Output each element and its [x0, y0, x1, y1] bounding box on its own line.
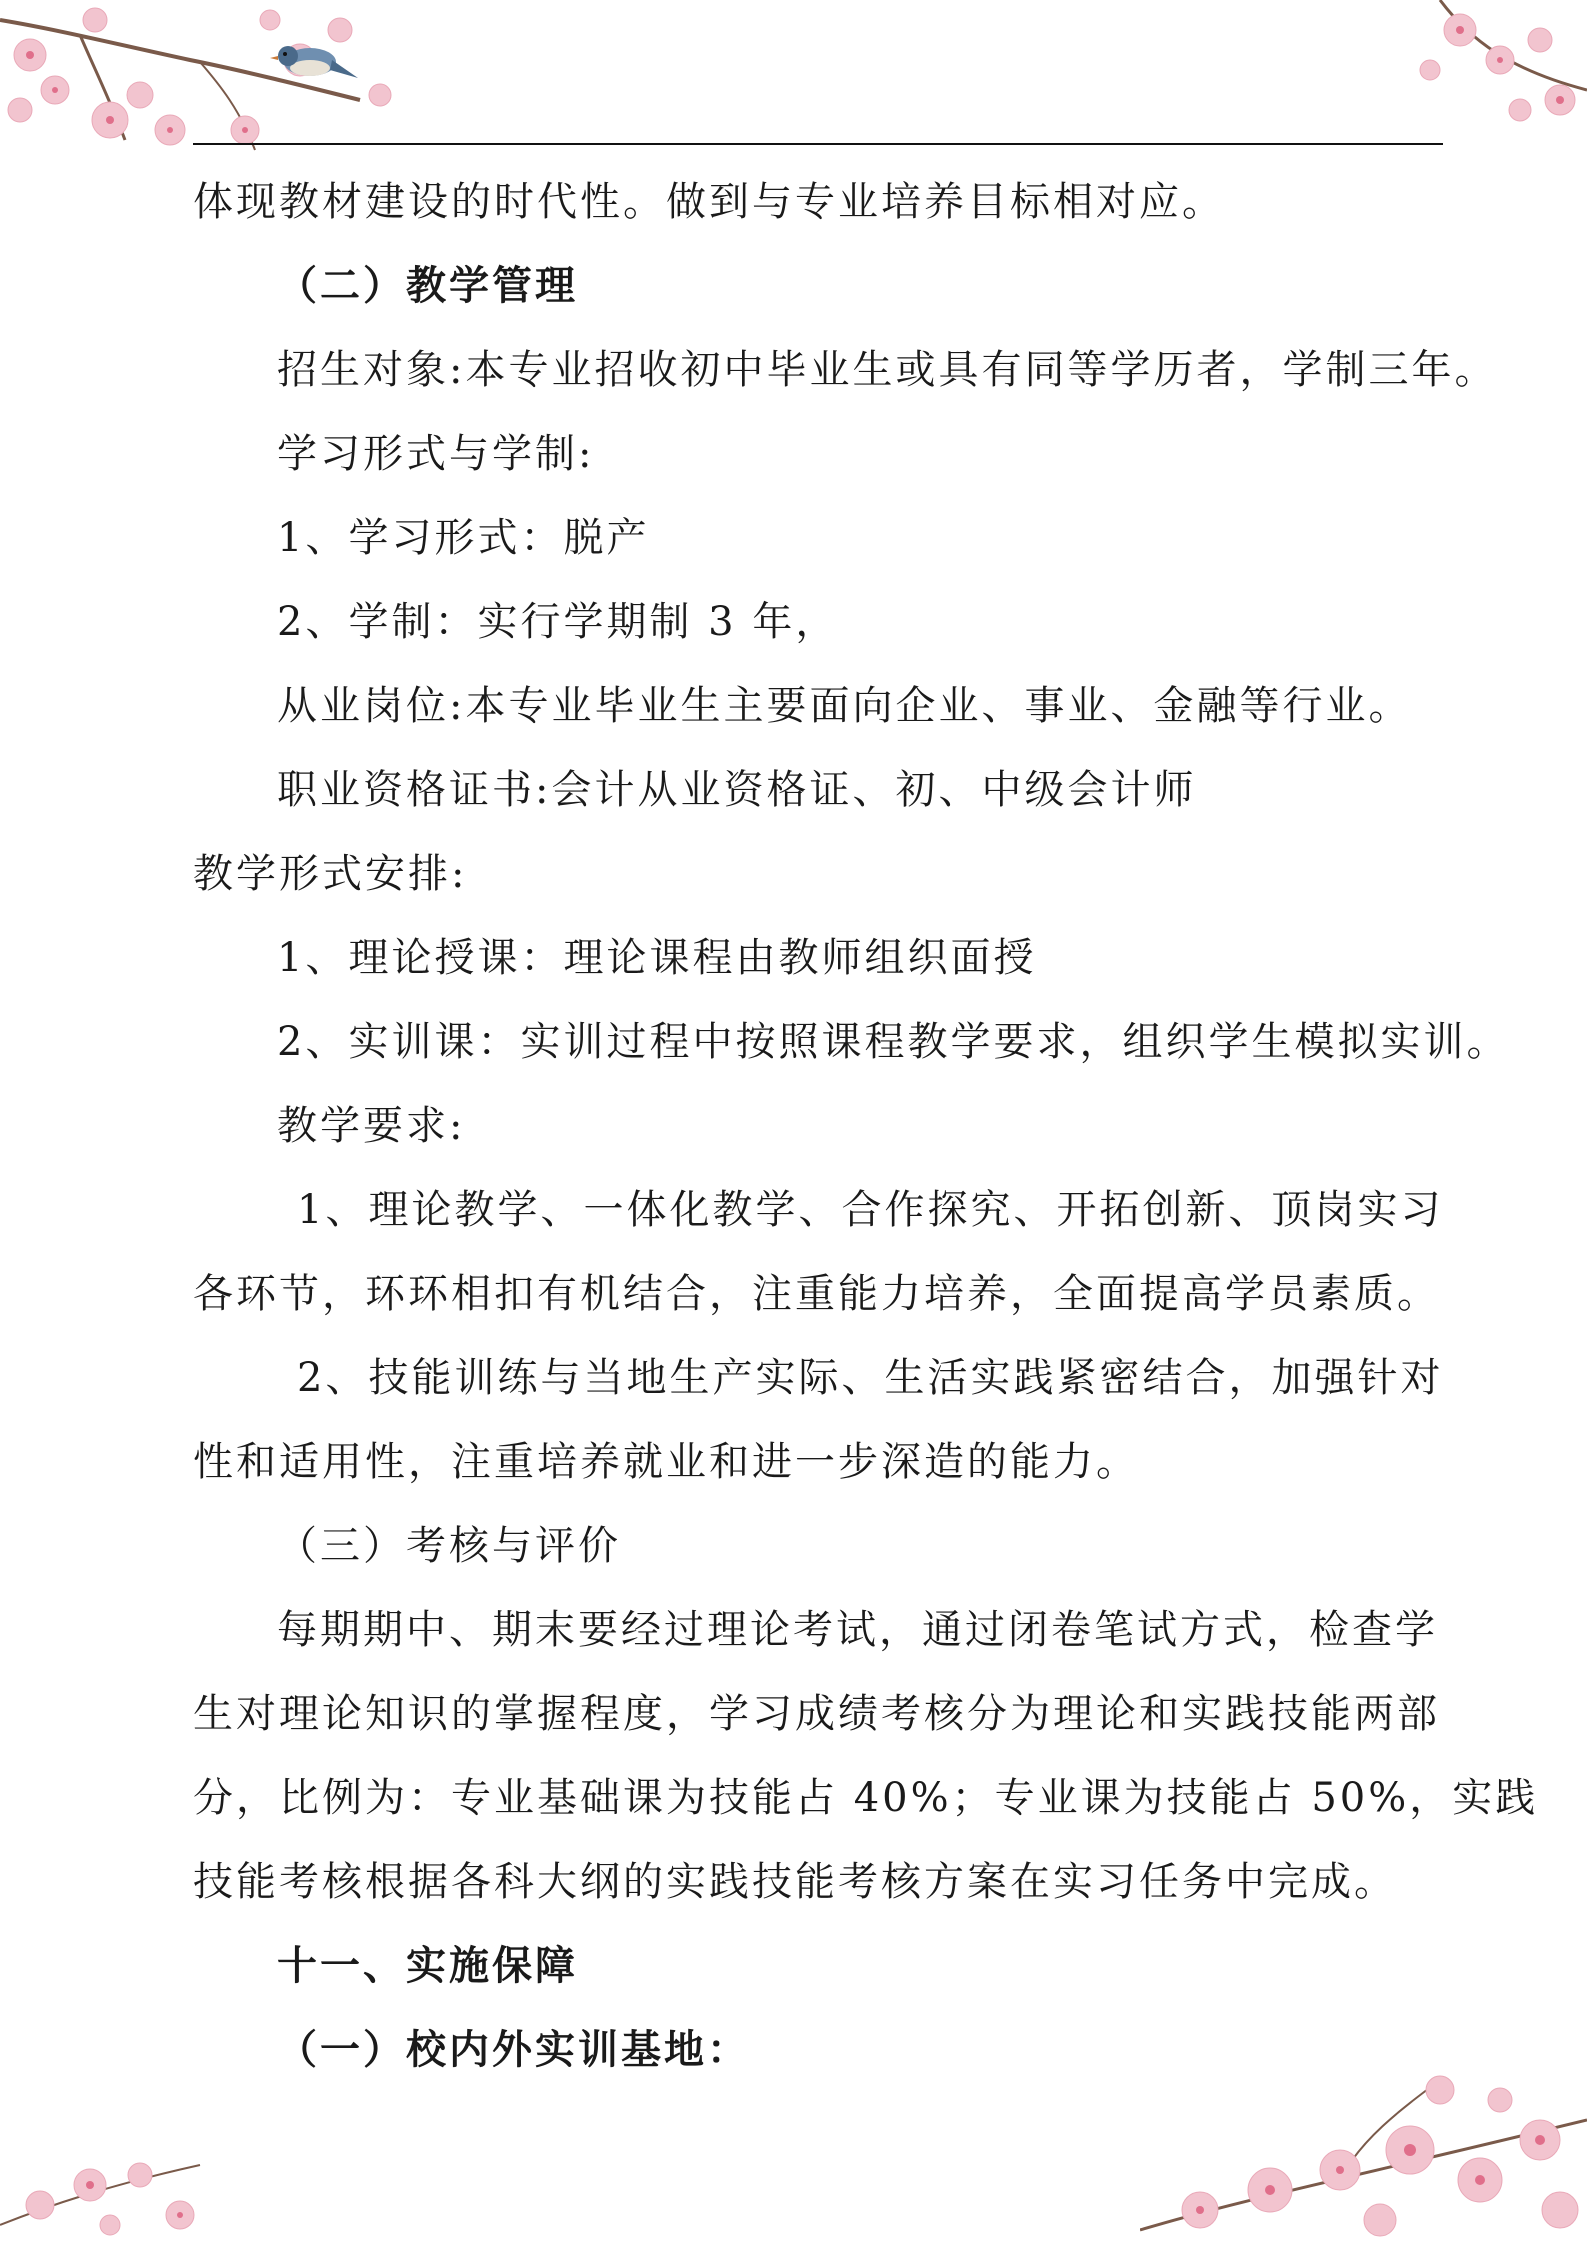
paragraph-line: 体现教材建设的时代性。做到与专业培养目标相对应。 [193, 179, 1225, 225]
paragraph-line: 教学形式安排: [193, 851, 468, 897]
paragraph-line: 每期期中、期末要经过理论考试，通过闭卷笔试方式，检查学 [277, 1607, 1438, 1653]
paragraph-line: 生对理论知识的掌握程度，学习成绩考核分为理论和实践技能两部 [193, 1691, 1440, 1737]
cherry-blossom-cluster-icon [1400, 0, 1587, 140]
header-rule [193, 143, 1443, 145]
paragraph-line: 2、实训课：实训过程中按照课程教学要求，组织学生模拟实训。 [277, 1019, 1510, 1065]
bird-icon [270, 30, 360, 90]
document-body [193, 160, 1539, 2092]
cherry-blossom-cluster-icon [0, 2105, 220, 2245]
paragraph-line: 招生对象:本专业招收初中毕业生或具有同等学历者，学制三年。 [277, 347, 1498, 393]
paragraph-line: 从业岗位:本专业毕业生主要面向企业、事业、金融等行业。 [277, 683, 1412, 729]
paragraph-line: 性和适用性，注重培养就业和进一步深造的能力。 [193, 1439, 1139, 1485]
chapter-heading: 十一、实施保障 [277, 1942, 578, 1989]
paragraph-line: 1、学习形式：脱产 [277, 515, 650, 561]
paragraph-line: 1、理论教学、一体化教学、合作探究、开拓创新、顶岗实习 [297, 1187, 1444, 1233]
section-heading: （二）教学管理 [277, 262, 578, 309]
paragraph-line: 2、学制：实行学期制 3 年， [277, 599, 839, 645]
paragraph-line: 2、技能训练与当地生产实际、生活实践紧密结合，加强针对 [297, 1355, 1444, 1401]
paragraph-line: 学习形式与学制: [277, 431, 595, 477]
paragraph-line: 分，比例为：专业基础课为技能占 40%；专业课为技能占 50%，实践 [193, 1775, 1539, 1821]
paragraph-line: 职业资格证书:会计从业资格证、初、中级会计师 [277, 767, 1197, 813]
paragraph-line: 技能考核根据各科大纲的实践技能考核方案在实习任务中完成。 [193, 1859, 1397, 1905]
paragraph-line: 各环节，环环相扣有机结合，注重能力培养，全面提高学员素质。 [193, 1271, 1440, 1317]
paragraph-line: 1、理论授课：理论课程由教师组织面授 [277, 935, 1037, 981]
paragraph-line: 教学要求: [277, 1103, 466, 1149]
section-heading: （三）考核与评价 [277, 1523, 621, 1569]
section-heading: （一）校内外实训基地： [277, 2026, 750, 2073]
